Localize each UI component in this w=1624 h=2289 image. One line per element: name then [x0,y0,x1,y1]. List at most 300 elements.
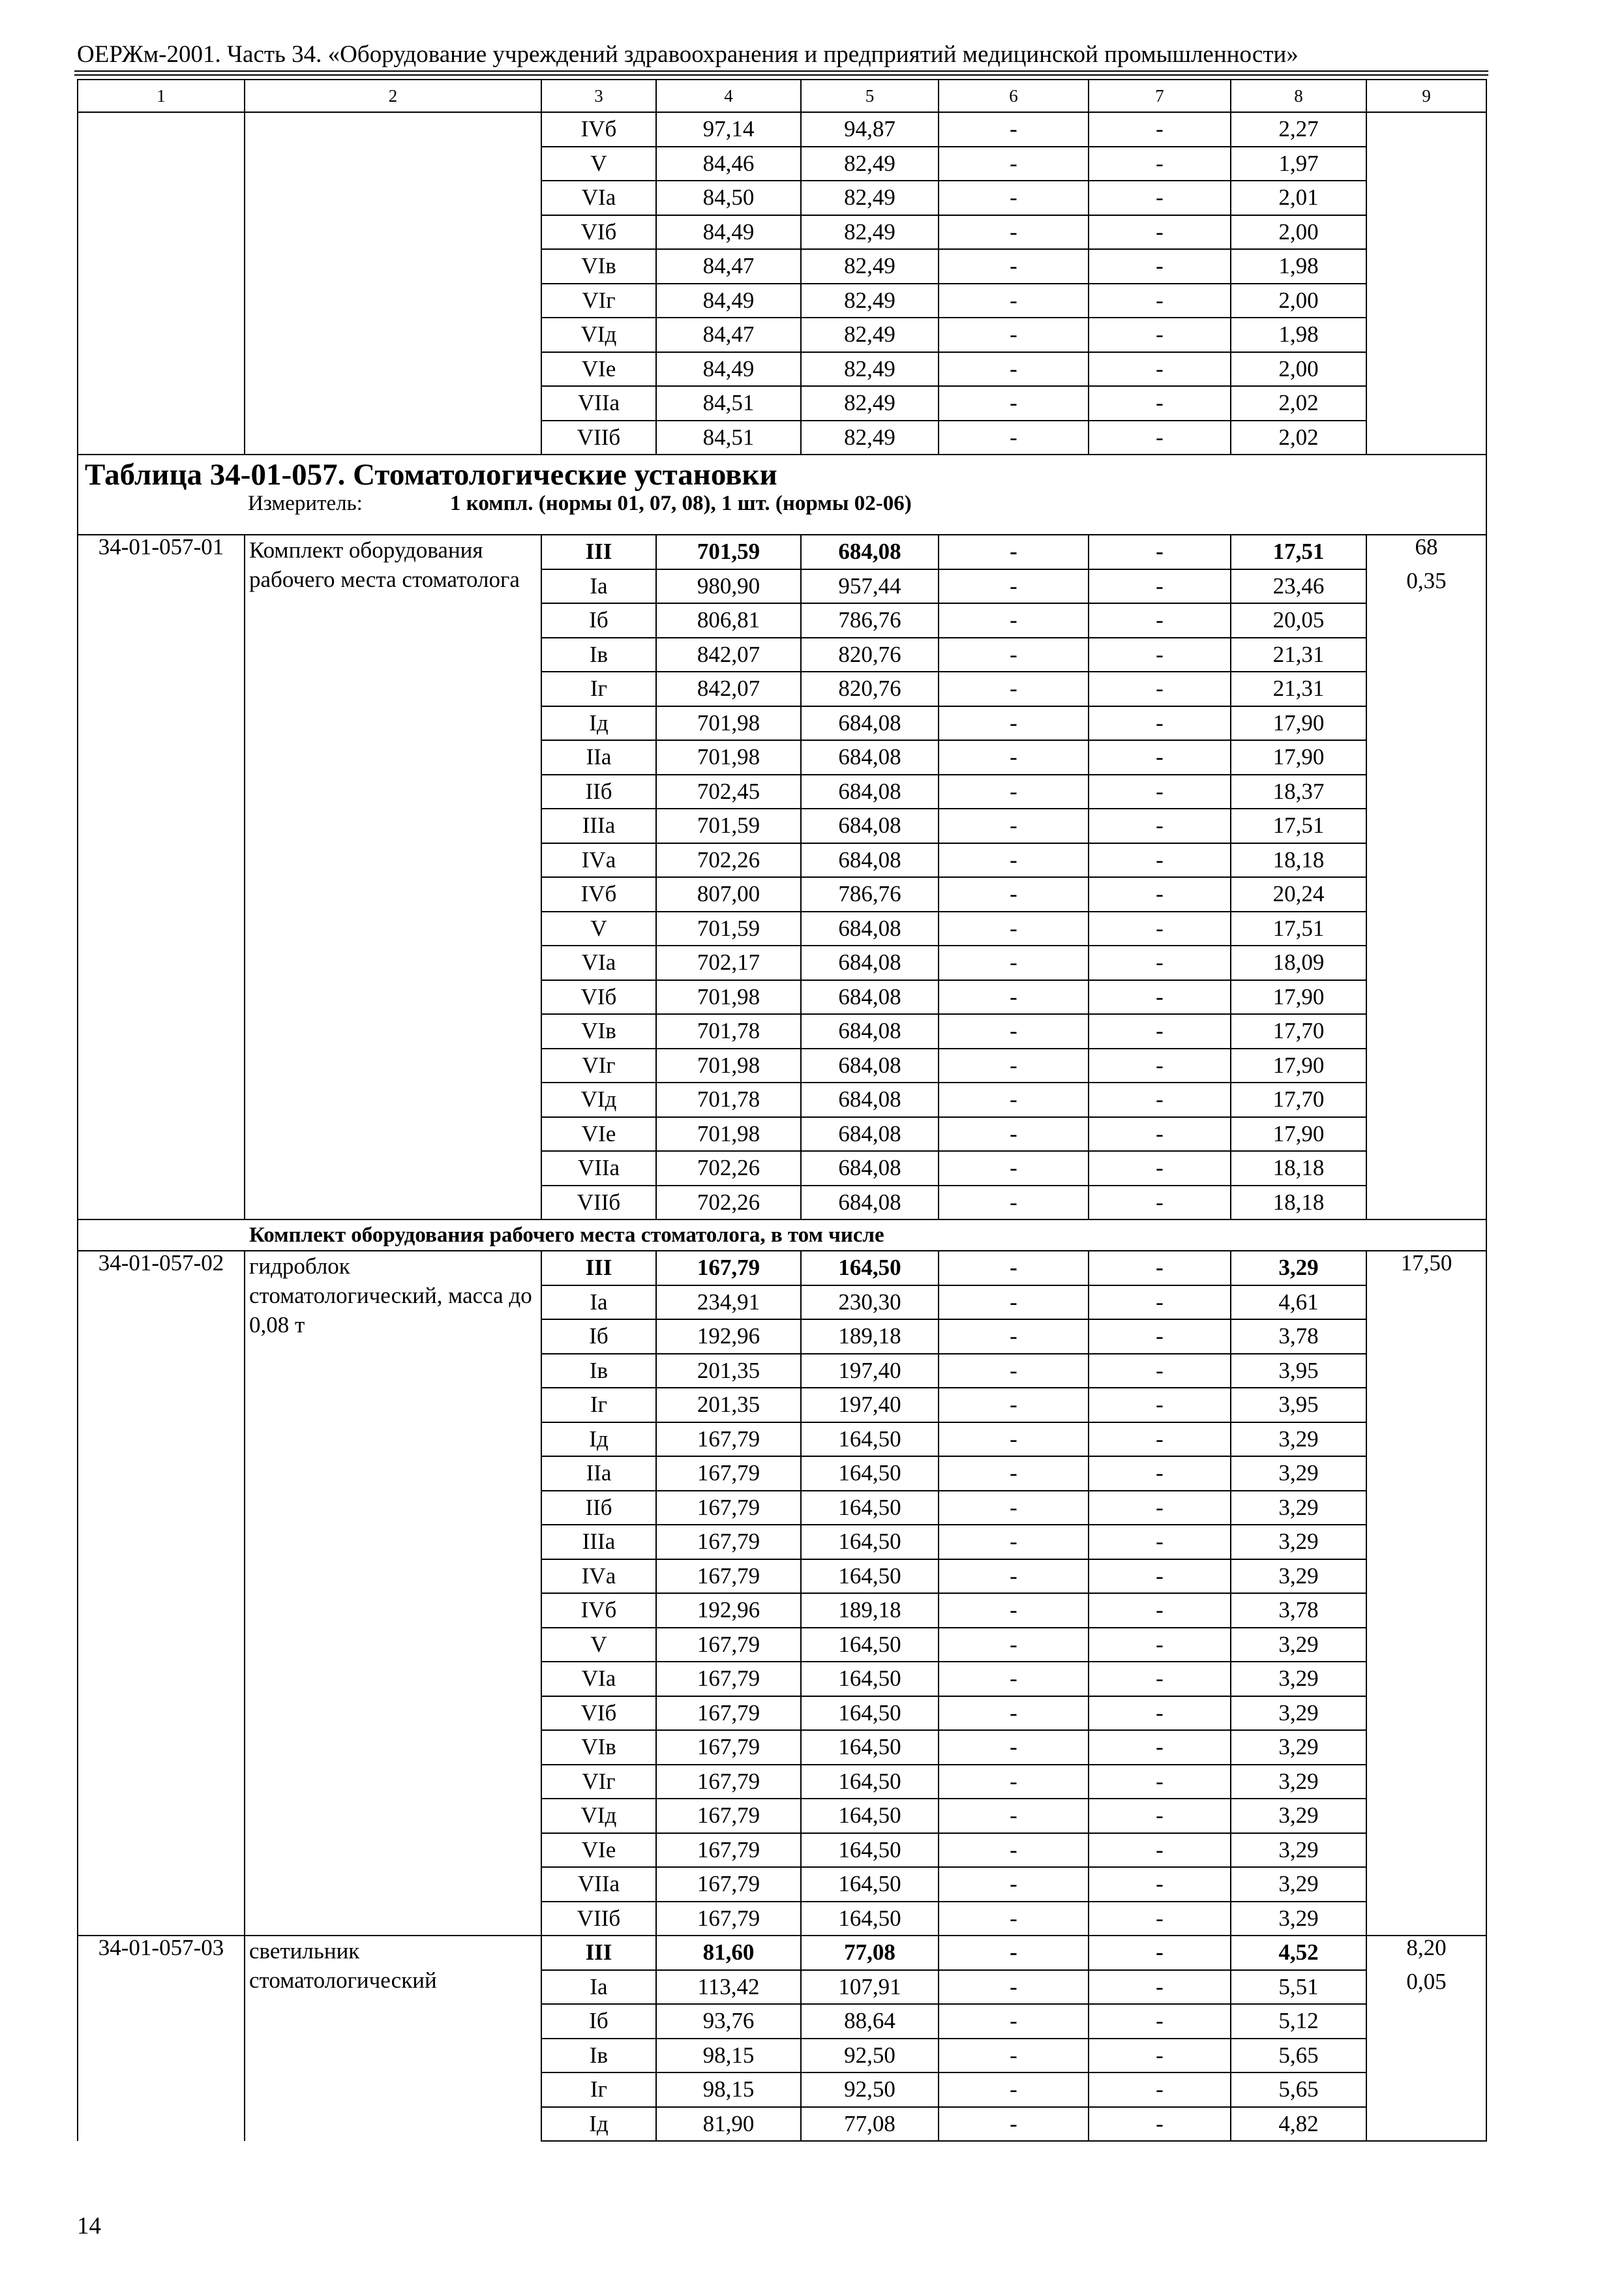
table-cell: - [1089,318,1231,352]
table-cell: 77,08 [801,2107,939,2142]
table-cell: - [939,603,1089,638]
table-cell: 786,76 [801,877,939,912]
table-cell: 17,70 [1231,1083,1366,1117]
table-cell: 1,97 [1231,147,1366,181]
table-cell: 17,51 [1231,912,1366,946]
table-cell: - [1089,2107,1231,2142]
table-cell: 18,18 [1231,1186,1366,1220]
table-cell: VIе [541,1117,656,1152]
table-cell: 167,79 [656,1696,801,1731]
table-cell: III [541,1936,656,1970]
table-cell: - [1089,535,1231,569]
column-header: 2 [245,80,541,112]
table-cell: - [1089,147,1231,181]
table-cell: 192,96 [656,1593,801,1628]
table-cell: - [1089,1285,1231,1320]
table-title-cell [78,455,1486,535]
table-cell: IVб [541,877,656,912]
table-cell: 17,51 [1231,535,1366,569]
table-cell: - [939,1902,1089,1936]
column-header: 4 [656,80,801,112]
table-cell: 684,08 [801,946,939,980]
table-cell: 2,01 [1231,181,1366,215]
table-cell: 164,50 [801,1799,939,1833]
table-cell: 3,29 [1231,1422,1366,1457]
table-cell: 684,08 [801,809,939,843]
table-cell: 107,91 [801,1970,939,2005]
table-cell: 5,12 [1231,2004,1366,2039]
table-row [78,1251,1486,1285]
table-cell: - [939,1628,1089,1662]
table-cell: 18,37 [1231,775,1366,809]
table-cell: 842,07 [656,672,801,706]
table-cell: 684,08 [801,1117,939,1152]
col9-value: 8,20 [1366,1936,1486,1970]
table-cell: 701,59 [656,535,801,569]
table-cell: - [939,2004,1089,2039]
table-cell: IIб [541,775,656,809]
table-cell: - [939,1422,1089,1457]
table-cell: 84,47 [656,249,801,284]
measure-value: 1 компл. (нормы 01, 07, 08), 1 шт. (нормы 02-06) [450,492,912,515]
empty-col2-cell [245,112,541,455]
table-cell: 82,49 [801,147,939,181]
table-cell: 3,29 [1231,1251,1366,1285]
column-header: 6 [939,80,1089,112]
table-cell: - [1089,1014,1231,1049]
table-cell: Iа [541,1285,656,1320]
table-cell: 167,79 [656,1559,801,1594]
table-cell: - [939,740,1089,775]
table-cell: 3,29 [1231,1491,1366,1525]
norm-description: светильник стоматологический [245,1936,541,2141]
column-header: 9 [1366,80,1486,112]
table-cell: 84,50 [656,181,801,215]
table-cell: - [1089,1251,1231,1285]
norm-description: гидроблок стоматологический, масса до 0,08 т [245,1251,541,1936]
table-cell: 167,79 [656,1628,801,1662]
table-cell: 82,49 [801,249,939,284]
table-cell: 701,78 [656,1083,801,1117]
table-cell: 3,29 [1231,1902,1366,1936]
table-body [78,80,1486,2141]
table-cell: Iд [541,1422,656,1457]
table-cell: - [1089,2039,1231,2073]
table-cell: - [939,1799,1089,1833]
col9-value: 68 [1366,535,1486,569]
table-cell: 786,76 [801,603,939,638]
table-cell: 17,90 [1231,740,1366,775]
table-cell: 684,08 [801,535,939,569]
table-cell: - [939,112,1089,147]
table-cell: 2,02 [1231,421,1366,455]
col9-value: 0,05 [1366,1970,1486,2142]
table-cell: - [939,672,1089,706]
table-cell: 82,49 [801,318,939,352]
table-cell: 82,49 [801,181,939,215]
column-header: 1 [78,80,245,112]
table-cell: 82,49 [801,386,939,421]
column-header-row [78,80,1486,112]
table-cell: - [939,284,1089,318]
table-cell: - [1089,1867,1231,1902]
table-cell: - [1089,1730,1231,1765]
table-cell: - [939,181,1089,215]
table-cell: 684,08 [801,1186,939,1220]
table-cell: 167,79 [656,1251,801,1285]
table-cell: - [939,1559,1089,1594]
table-cell: 81,60 [656,1936,801,1970]
table-cell: - [939,706,1089,741]
table-cell: 197,40 [801,1388,939,1422]
table-cell: 3,29 [1231,1525,1366,1559]
norms-table [77,79,1487,2142]
table-cell: 84,51 [656,386,801,421]
table-cell: IVб [541,112,656,147]
table-cell: 807,00 [656,877,801,912]
table-cell: - [1089,1456,1231,1491]
table-cell: 684,08 [801,980,939,1015]
table-cell: 21,31 [1231,672,1366,706]
table-cell: 164,50 [801,1525,939,1559]
table-cell: III [541,535,656,569]
table-cell: - [939,569,1089,604]
table-cell: - [939,1388,1089,1422]
table-cell: 164,50 [801,1867,939,1902]
table-cell: 17,90 [1231,1117,1366,1152]
table-cell: 1,98 [1231,249,1366,284]
table-cell: VIб [541,1696,656,1731]
table-cell: 820,76 [801,672,939,706]
table-cell: 201,35 [656,1354,801,1388]
table-cell: 5,65 [1231,2072,1366,2107]
table-cell: Iг [541,672,656,706]
table-cell: Iб [541,603,656,638]
col9-value: 17,50 [1366,1251,1486,1285]
table-cell: 164,50 [801,1662,939,1696]
table-cell: 842,07 [656,638,801,672]
table-cell: VIв [541,1014,656,1049]
table-cell: 3,29 [1231,1628,1366,1662]
table-cell: 701,59 [656,912,801,946]
table-cell: 84,47 [656,318,801,352]
table-cell: Iд [541,706,656,741]
table-cell: 3,29 [1231,1662,1366,1696]
table-cell: - [1089,249,1231,284]
table-cell: 684,08 [801,1151,939,1186]
table-cell: - [939,147,1089,181]
table-cell: 197,40 [801,1354,939,1388]
table-cell: - [939,1730,1089,1765]
column-header: 3 [541,80,656,112]
table-cell: VIд [541,318,656,352]
table-cell: - [939,1186,1089,1220]
table-cell: 4,82 [1231,2107,1366,2142]
table-cell: 234,91 [656,1285,801,1320]
table-cell: - [939,249,1089,284]
table-cell: 84,49 [656,215,801,250]
norm-code: 34-01-057-01 [78,535,245,1219]
table-cell: 701,59 [656,809,801,843]
table-cell: VIг [541,1765,656,1799]
table-cell: - [939,352,1089,387]
table-cell: Iг [541,1388,656,1422]
table-cell: 684,08 [801,706,939,741]
table-cell: Iд [541,2107,656,2142]
table-cell: - [939,1867,1089,1902]
table-cell: 77,08 [801,1936,939,1970]
subtitle-row [78,1219,1486,1251]
table-cell: - [1089,843,1231,878]
table-cell: - [939,1117,1089,1152]
table-cell: Iг [541,2072,656,2107]
table-cell: - [1089,912,1231,946]
table-cell: 93,76 [656,2004,801,2039]
table-cell: 167,79 [656,1799,801,1833]
table-cell: - [939,1662,1089,1696]
table-cell: 98,15 [656,2072,801,2107]
table-cell: 820,76 [801,638,939,672]
table-cell: 94,87 [801,112,939,147]
table-cell: 2,02 [1231,386,1366,421]
table-cell: 164,50 [801,1765,939,1799]
table-cell: 82,49 [801,215,939,250]
table-cell: 81,90 [656,2107,801,2142]
table-cell: - [1089,1491,1231,1525]
table-cell: IVа [541,1559,656,1594]
table-cell: VIб [541,980,656,1015]
table-cell: - [1089,1151,1231,1186]
table-cell: - [939,946,1089,980]
table-row [78,535,1486,569]
table-cell: VIIа [541,1867,656,1902]
table-cell: - [939,1354,1089,1388]
table-cell: 3,95 [1231,1354,1366,1388]
table-cell: 701,98 [656,706,801,741]
table-cell: - [1089,1593,1231,1628]
table-cell: - [939,843,1089,878]
table-cell: - [1089,1902,1231,1936]
table-cell: 192,96 [656,1319,801,1354]
table-cell: Iа [541,569,656,604]
column-header: 5 [801,80,939,112]
table-cell: 17,51 [1231,809,1366,843]
table-cell: 167,79 [656,1456,801,1491]
table-cell: - [939,1083,1089,1117]
table-cell: 167,79 [656,1491,801,1525]
table-cell: 2,00 [1231,284,1366,318]
header-rule [74,70,1488,72]
table-cell: 3,29 [1231,1799,1366,1833]
table-cell: - [939,1251,1089,1285]
table-cell: - [939,1456,1089,1491]
table-cell: 167,79 [656,1833,801,1868]
table-cell: VIв [541,1730,656,1765]
table-cell: - [939,215,1089,250]
table-cell: Iв [541,2039,656,2073]
table-row [78,1936,1486,1970]
table-cell: - [939,421,1089,455]
table-cell: 164,50 [801,1559,939,1594]
table-cell: 701,78 [656,1014,801,1049]
table-cell: VIг [541,284,656,318]
table-cell: 164,50 [801,1251,939,1285]
empty-col1-cell [78,112,245,455]
table-cell: IVб [541,1593,656,1628]
table-cell: 167,79 [656,1730,801,1765]
table-cell: 18,18 [1231,1151,1366,1186]
table-cell: 164,50 [801,1491,939,1525]
table-cell: - [939,1285,1089,1320]
table-cell: 684,08 [801,1049,939,1083]
table-cell: 167,79 [656,1902,801,1936]
table-cell: 17,90 [1231,1049,1366,1083]
table-cell: - [939,1319,1089,1354]
table-cell: 3,29 [1231,1833,1366,1868]
table-cell: - [1089,1117,1231,1152]
table-cell: 684,08 [801,740,939,775]
table-cell: 164,50 [801,1902,939,1936]
table-title: Таблица 34-01-057. Стоматологические установки [85,458,777,492]
table-cell: VIIа [541,1151,656,1186]
table-cell: Iв [541,1354,656,1388]
table-cell: - [1089,215,1231,250]
table-cell: 3,78 [1231,1319,1366,1354]
table-cell: - [1089,569,1231,604]
col9-value: 0,35 [1366,569,1486,1220]
table-cell: 701,98 [656,740,801,775]
table-cell: Iб [541,2004,656,2039]
table-cell: 3,29 [1231,1765,1366,1799]
table-cell: - [939,318,1089,352]
table-cell: 1,98 [1231,318,1366,352]
table-cell: Iб [541,1319,656,1354]
table-cell: 2,00 [1231,352,1366,387]
table-cell: VIа [541,181,656,215]
table-cell: - [1089,706,1231,741]
table-cell: - [939,638,1089,672]
table-cell: IVа [541,843,656,878]
table-cell: IIа [541,740,656,775]
page-number: 14 [77,2213,101,2239]
table-cell: 20,24 [1231,877,1366,912]
table-cell: - [939,1936,1089,1970]
table-cell: Iа [541,1970,656,2005]
col9-value [1366,1285,1486,1936]
table-cell: V [541,912,656,946]
table-cell: - [1089,1559,1231,1594]
table-cell: - [1089,603,1231,638]
table-cell: 3,95 [1231,1388,1366,1422]
table-cell: 88,64 [801,2004,939,2039]
table-cell: IIIа [541,809,656,843]
table-cell: - [1089,1422,1231,1457]
table-cell: - [1089,2072,1231,2107]
table-cell: - [1089,1388,1231,1422]
table-cell: - [939,980,1089,1015]
table-cell: - [939,1049,1089,1083]
table-cell: - [939,2107,1089,2142]
table-cell: - [939,2039,1089,2073]
measure-line [85,489,1479,518]
table-cell: - [1089,352,1231,387]
table-cell: - [939,775,1089,809]
table-cell: 167,79 [656,1867,801,1902]
table-cell: 167,79 [656,1662,801,1696]
page-header: ОЕРЖм-2001. Часть 34. «Оборудование учреждений здравоохранения и предприятий медицинской промышленности» [77,41,1299,68]
table-cell: 167,79 [656,1525,801,1559]
table-cell: 702,17 [656,946,801,980]
measure-label: Измеритель: [248,492,363,515]
table-cell: V [541,1628,656,1662]
table-cell: - [1089,638,1231,672]
table-cell: 98,15 [656,2039,801,2073]
table-cell: VIIб [541,421,656,455]
header-rule-2 [74,74,1488,76]
table-cell: 806,81 [656,603,801,638]
empty-col9-cell [1366,112,1486,455]
subtitle: Комплект оборудования рабочего места стоматолога, в том числе [78,1219,1486,1251]
table-title-row [78,455,1486,535]
table-cell: 702,26 [656,1151,801,1186]
table-cell: - [939,1833,1089,1868]
column-header: 7 [1089,80,1231,112]
table-cell: 3,78 [1231,1593,1366,1628]
table-cell: 684,08 [801,1083,939,1117]
table-cell: 684,08 [801,912,939,946]
table-cell: - [1089,877,1231,912]
table-cell: - [1089,946,1231,980]
table-cell: 4,61 [1231,1285,1366,1320]
table-cell: - [939,809,1089,843]
table-cell: - [1089,1765,1231,1799]
table-cell: 164,50 [801,1628,939,1662]
table-cell: - [1089,1799,1231,1833]
table-cell: 702,26 [656,1186,801,1220]
table-cell: 82,49 [801,421,939,455]
table-cell: 702,45 [656,775,801,809]
table-cell: 92,50 [801,2039,939,2073]
table-row [78,112,1486,147]
table-cell: - [939,1525,1089,1559]
table-cell: - [1089,1970,1231,2005]
table-cell: 189,18 [801,1593,939,1628]
table-cell: 21,31 [1231,638,1366,672]
table-cell: VIе [541,352,656,387]
table-cell: V [541,147,656,181]
table-cell: 3,29 [1231,1730,1366,1765]
table-cell: - [1089,1319,1231,1354]
table-cell: VIIб [541,1186,656,1220]
table-cell: 84,49 [656,352,801,387]
table-cell: 20,05 [1231,603,1366,638]
table-cell: - [939,1593,1089,1628]
table-cell: - [1089,1833,1231,1868]
table-cell: VIв [541,249,656,284]
table-cell: III [541,1251,656,1285]
table-cell: 82,49 [801,284,939,318]
table-cell: - [939,1491,1089,1525]
table-cell: 164,50 [801,1456,939,1491]
table-cell: 980,90 [656,569,801,604]
table-cell: 5,51 [1231,1970,1366,2005]
table-cell: VIа [541,946,656,980]
table-cell: 957,44 [801,569,939,604]
table-cell: 2,00 [1231,215,1366,250]
table-cell: - [1089,421,1231,455]
table-cell: 113,42 [656,1970,801,2005]
table-cell: 3,29 [1231,1867,1366,1902]
